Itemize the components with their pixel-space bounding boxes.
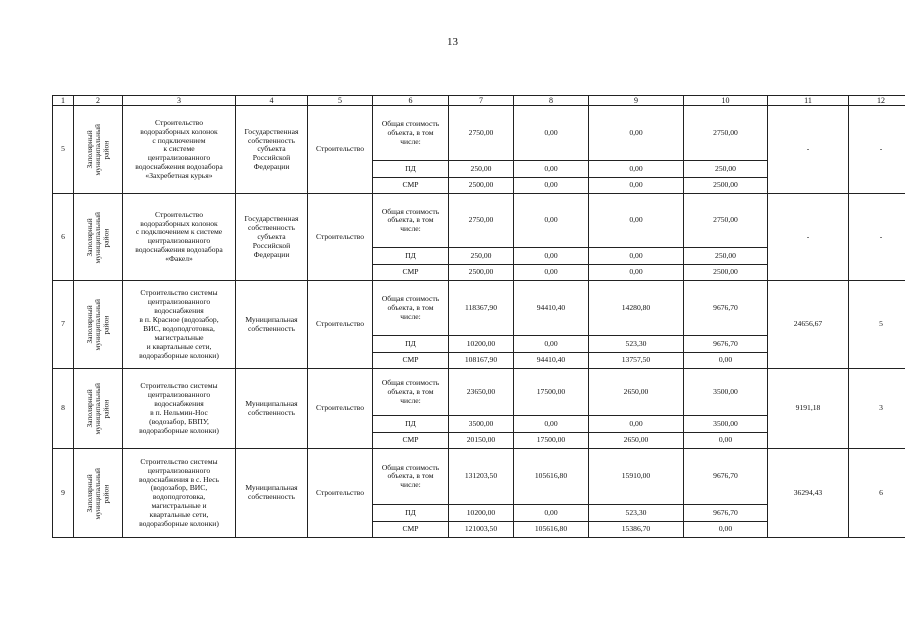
total-cost-col10: 2750,00 [684,194,768,248]
smr-col8: 94410,40 [514,353,589,369]
total-cost-col10: 9676,70 [684,281,768,336]
total-cost-col8: 17500,00 [514,369,589,416]
total-cost-col9: 14280,80 [589,281,684,336]
smr-col10: 2500,00 [684,178,768,194]
pd-col8: 0,00 [514,416,589,433]
smr-label: СМР [373,433,449,449]
district-text: Заполярный муниципальный район [84,467,111,520]
work-type: Строительство [308,194,373,281]
pd-col9: 523,30 [589,505,684,522]
total-cost-col7: 131203,50 [449,449,514,505]
pd-col10: 250,00 [684,161,768,178]
column-number: 7 [449,96,514,106]
pd-col9: 0,00 [589,416,684,433]
pd-label: ПД [373,248,449,265]
pd-col10: 250,00 [684,248,768,265]
district-text: Заполярный муниципальный район [84,383,111,435]
work-type: Строительство [308,106,373,194]
work-type: Строительство [308,281,373,369]
smr-col7: 121003,50 [449,522,514,538]
total-cost-label: Общая стоимость объекта, в том числе: [373,194,449,248]
total-cost-col7: 2750,00 [449,194,514,248]
total-cost-col10: 3500,00 [684,369,768,416]
total-cost-col8: 94410,40 [514,281,589,336]
total-cost-col7: 2750,00 [449,106,514,161]
pd-col8: 0,00 [514,161,589,178]
row-number: 5 [53,106,74,194]
column-number: 9 [589,96,684,106]
object-name: Строительство системы централизованного водоснабжения в п. Нельмин-Нос (водозабор, БВПУ, водоразборные колонки) [123,369,236,449]
total-cost-label: Общая стоимость объекта, в том числе: [373,106,449,161]
col11-value: - [768,106,849,194]
pd-col9: 523,30 [589,336,684,353]
district-text: Заполярный муниципальный район [84,299,111,351]
col11-value: 9191,18 [768,369,849,449]
pd-col7: 3500,00 [449,416,514,433]
object-name: Строительство системы централизованного водоснабжения в с. Несь (водозабор, ВИС, водоподготовка, магистральные и квартальные сети, водоразборные колонки) [123,449,236,538]
col12-value: - [849,106,905,194]
smr-col10: 0,00 [684,353,768,369]
total-cost-col9: 0,00 [589,194,684,248]
object-name: Строительство водоразборных колонок с подключением к системе централизованного водоснабжения водозабора «Факел» [123,194,236,281]
smr-label: СМР [373,178,449,194]
smr-col9: 0,00 [589,178,684,194]
total-cost-label: Общая стоимость объекта, в том числе: [373,449,449,505]
page-number: 13 [447,36,458,48]
row-number: 6 [53,194,74,281]
work-type: Строительство [308,449,373,538]
total-cost-col10: 2750,00 [684,106,768,161]
district-text: Заполярный муниципальный район [84,124,111,176]
work-type: Строительство [308,369,373,449]
row-number: 8 [53,369,74,449]
object-row [53,281,905,336]
district-cell [74,369,123,449]
investment-table [52,95,905,538]
ownership-type: Муниципальная собственность [236,449,308,538]
col11-value: 24656,67 [768,281,849,369]
pd-col10: 3500,00 [684,416,768,433]
col12-value: - [849,194,905,281]
column-number: 12 [849,96,905,106]
col12-value: 3 [849,369,905,449]
ownership-type: Государственная собственность субъекта Российской Федерации [236,194,308,281]
total-cost-col9: 2650,00 [589,369,684,416]
total-cost-col8: 105616,80 [514,449,589,505]
ownership-type: Муниципальная собственность [236,281,308,369]
district-cell [74,194,123,281]
smr-col7: 20150,00 [449,433,514,449]
total-cost-label: Общая стоимость объекта, в том числе: [373,281,449,336]
smr-col7: 2500,00 [449,265,514,281]
total-cost-col9: 15910,00 [589,449,684,505]
district-cell [74,106,123,194]
smr-label: СМР [373,353,449,369]
smr-col10: 0,00 [684,522,768,538]
total-cost-col8: 0,00 [514,194,589,248]
total-cost-col8: 0,00 [514,106,589,161]
smr-label: СМР [373,265,449,281]
column-number-row [53,96,905,106]
pd-col7: 250,00 [449,161,514,178]
smr-col7: 2500,00 [449,178,514,194]
smr-label: СМР [373,522,449,538]
district-text: Заполярный муниципальный район [84,211,111,264]
col11-value: 36294,43 [768,449,849,538]
smr-col9: 2650,00 [589,433,684,449]
col12-value: 5 [849,281,905,369]
pd-col7: 10200,00 [449,336,514,353]
col12-value: 6 [849,449,905,538]
smr-col9: 15386,70 [589,522,684,538]
object-row [53,194,905,248]
smr-col8: 105616,80 [514,522,589,538]
pd-col7: 10200,00 [449,505,514,522]
col11-value: - [768,194,849,281]
object-row [53,369,905,416]
pd-col8: 0,00 [514,505,589,522]
column-number: 6 [373,96,449,106]
column-number: 10 [684,96,768,106]
total-cost-col10: 9676,70 [684,449,768,505]
column-number: 8 [514,96,589,106]
total-cost-col7: 118367,90 [449,281,514,336]
object-name: Строительство водоразборных колонок с подключением к системе централизованного водоснабжения водозабора «Захребетная курья» [123,106,236,194]
pd-col8: 0,00 [514,248,589,265]
column-number: 1 [53,96,74,106]
smr-col9: 0,00 [589,265,684,281]
pd-col10: 9676,70 [684,336,768,353]
smr-col10: 0,00 [684,433,768,449]
object-name: Строительство системы централизованного водоснабжения в п. Красное (водозабор, ВИС, водоподготовка, магистральные и квартальные сети, водоразборные колонки) [123,281,236,369]
object-row [53,106,905,161]
ownership-type: Муниципальная собственность [236,369,308,449]
column-number: 11 [768,96,849,106]
total-cost-col7: 23650,00 [449,369,514,416]
smr-col8: 17500,00 [514,433,589,449]
smr-col8: 0,00 [514,265,589,281]
pd-col10: 9676,70 [684,505,768,522]
district-cell [74,449,123,538]
smr-col8: 0,00 [514,178,589,194]
smr-col10: 2500,00 [684,265,768,281]
total-cost-col9: 0,00 [589,106,684,161]
pd-col7: 250,00 [449,248,514,265]
pd-label: ПД [373,161,449,178]
total-cost-label: Общая стоимость объекта, в том числе: [373,369,449,416]
column-number: 4 [236,96,308,106]
smr-col9: 13757,50 [589,353,684,369]
district-cell [74,281,123,369]
ownership-type: Государственная собственность субъекта Российской Федерации [236,106,308,194]
column-number: 5 [308,96,373,106]
pd-col8: 0,00 [514,336,589,353]
smr-col7: 108167,90 [449,353,514,369]
object-row [53,449,905,505]
pd-label: ПД [373,416,449,433]
pd-col9: 0,00 [589,248,684,265]
pd-label: ПД [373,336,449,353]
pd-col9: 0,00 [589,161,684,178]
column-number: 3 [123,96,236,106]
row-number: 9 [53,449,74,538]
column-number: 2 [74,96,123,106]
row-number: 7 [53,281,74,369]
pd-label: ПД [373,505,449,522]
